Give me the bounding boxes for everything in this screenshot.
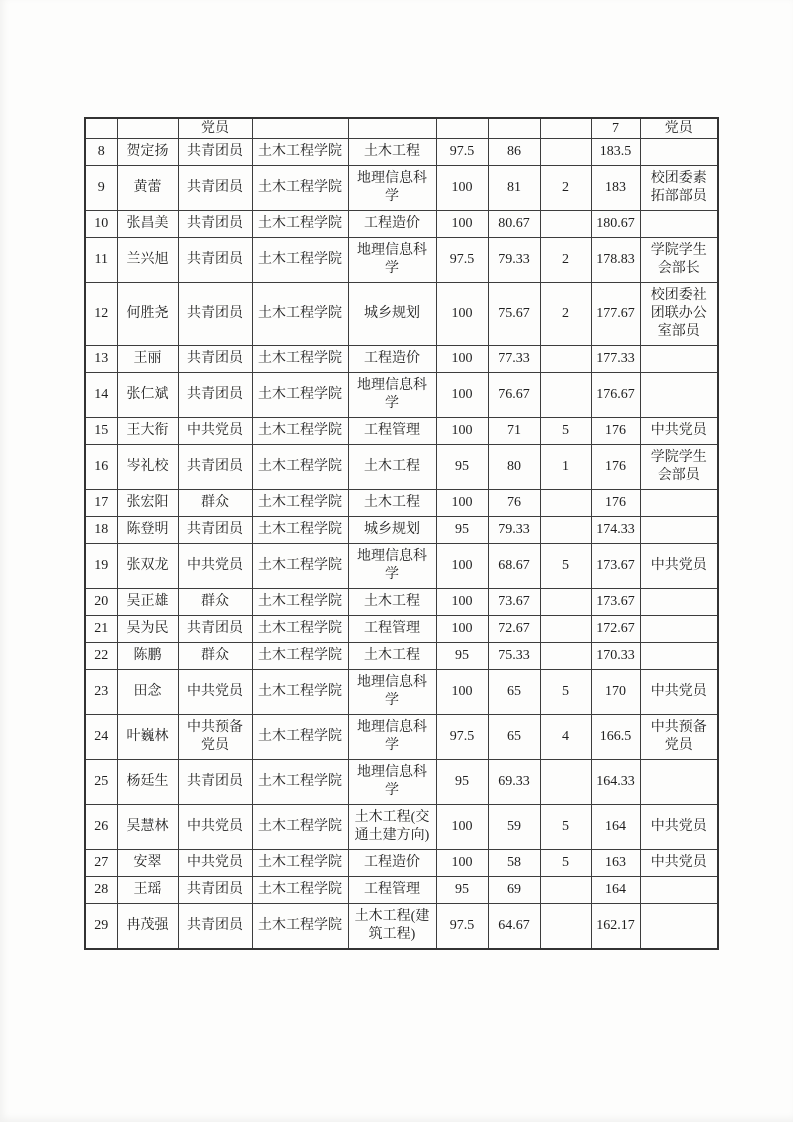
table-row (85, 166, 718, 211)
cell-name: 张宏阳 (117, 490, 178, 517)
cell-score2: 64.67 (488, 904, 540, 950)
cell-total: 170.33 (591, 643, 640, 670)
table-row (85, 283, 718, 346)
cell-score2: 77.33 (488, 346, 540, 373)
cell-remark: 中共党员 (640, 850, 718, 877)
cell-total: 166.5 (591, 715, 640, 760)
cell-score1: 100 (436, 418, 488, 445)
cell-score2 (488, 118, 540, 139)
cell-college: 土木工程学院 (252, 283, 348, 346)
cell-score2: 65 (488, 670, 540, 715)
cell-score1: 97.5 (436, 238, 488, 283)
table-row (85, 670, 718, 715)
cell-major: 土木工程 (348, 445, 436, 490)
cell-total: 173.67 (591, 589, 640, 616)
table-row (85, 418, 718, 445)
cell-score2: 81 (488, 166, 540, 211)
table-row (85, 805, 718, 850)
cell-score2: 58 (488, 850, 540, 877)
cell-major: 城乡规划 (348, 517, 436, 544)
cell-political: 中共党员 (178, 418, 252, 445)
cell-score2: 75.33 (488, 643, 540, 670)
cell-bonus: 5 (540, 544, 591, 589)
cell-bonus (540, 346, 591, 373)
table-row (85, 589, 718, 616)
cell-college: 土木工程学院 (252, 544, 348, 589)
cell-name: 安翠 (117, 850, 178, 877)
cell-score2: 65 (488, 715, 540, 760)
cell-name: 张仁斌 (117, 373, 178, 418)
cell-seq: 13 (85, 346, 117, 373)
cell-political: 共青团员 (178, 139, 252, 166)
cell-seq: 11 (85, 238, 117, 283)
cell-score1: 100 (436, 166, 488, 211)
cell-remark (640, 616, 718, 643)
cell-college: 土木工程学院 (252, 166, 348, 211)
cell-college: 土木工程学院 (252, 643, 348, 670)
cell-political: 共青团员 (178, 346, 252, 373)
cell-political: 共青团员 (178, 238, 252, 283)
cell-seq: 25 (85, 760, 117, 805)
cell-remark: 党员 (640, 118, 718, 139)
cell-major: 工程管理 (348, 877, 436, 904)
cell-college: 土木工程学院 (252, 211, 348, 238)
cell-bonus (540, 877, 591, 904)
cell-seq: 16 (85, 445, 117, 490)
cell-seq: 28 (85, 877, 117, 904)
cell-remark: 中共党员 (640, 544, 718, 589)
cell-score1: 100 (436, 211, 488, 238)
cell-college: 土木工程学院 (252, 805, 348, 850)
cell-college: 土木工程学院 (252, 760, 348, 805)
cell-score1: 95 (436, 445, 488, 490)
cell-name: 张双龙 (117, 544, 178, 589)
cell-political: 中共党员 (178, 805, 252, 850)
cell-major: 地理信息科学 (348, 544, 436, 589)
cell-bonus (540, 643, 591, 670)
cell-college: 土木工程学院 (252, 373, 348, 418)
cell-score2: 68.67 (488, 544, 540, 589)
cell-major: 土木工程(建筑工程) (348, 904, 436, 950)
cell-name: 吴正雄 (117, 589, 178, 616)
cell-score2: 86 (488, 139, 540, 166)
cell-score1: 100 (436, 850, 488, 877)
cell-major (348, 118, 436, 139)
cell-political: 群众 (178, 490, 252, 517)
cell-bonus: 5 (540, 418, 591, 445)
table-row (85, 850, 718, 877)
cell-score2: 72.67 (488, 616, 540, 643)
cell-score2: 76.67 (488, 373, 540, 418)
cell-name: 岑礼校 (117, 445, 178, 490)
cell-major: 地理信息科学 (348, 760, 436, 805)
cell-seq: 22 (85, 643, 117, 670)
cell-political: 中共党员 (178, 544, 252, 589)
cell-score2: 69.33 (488, 760, 540, 805)
cell-college: 土木工程学院 (252, 904, 348, 950)
cell-major: 工程造价 (348, 211, 436, 238)
cell-college: 土木工程学院 (252, 670, 348, 715)
cell-major: 土木工程 (348, 643, 436, 670)
cell-seq: 8 (85, 139, 117, 166)
cell-total: 164 (591, 805, 640, 850)
cell-political: 中共党员 (178, 670, 252, 715)
cell-bonus (540, 211, 591, 238)
cell-name: 王丽 (117, 346, 178, 373)
cell-total: 177.67 (591, 283, 640, 346)
cell-political: 共青团员 (178, 616, 252, 643)
cell-major: 地理信息科学 (348, 715, 436, 760)
table-row (85, 904, 718, 950)
cell-remark: 校团委社团联办公室部员 (640, 283, 718, 346)
cell-score1: 100 (436, 589, 488, 616)
cell-score2: 80 (488, 445, 540, 490)
cell-major: 地理信息科学 (348, 373, 436, 418)
cell-remark (640, 490, 718, 517)
cell-college: 土木工程学院 (252, 715, 348, 760)
cell-college: 土木工程学院 (252, 490, 348, 517)
cell-remark (640, 373, 718, 418)
cell-political: 共青团员 (178, 904, 252, 950)
cell-college: 土木工程学院 (252, 238, 348, 283)
cell-political: 共青团员 (178, 373, 252, 418)
cell-bonus (540, 760, 591, 805)
cell-remark: 学院学生会部长 (640, 238, 718, 283)
cell-total: 180.67 (591, 211, 640, 238)
cell-seq: 27 (85, 850, 117, 877)
cell-major: 土木工程 (348, 589, 436, 616)
cell-name: 贺定扬 (117, 139, 178, 166)
cell-seq: 19 (85, 544, 117, 589)
cell-name: 王瑶 (117, 877, 178, 904)
cell-score1 (436, 118, 488, 139)
cell-name: 叶巍林 (117, 715, 178, 760)
cell-total: 172.67 (591, 616, 640, 643)
cell-political: 共青团员 (178, 445, 252, 490)
cell-score1: 100 (436, 544, 488, 589)
cell-bonus (540, 517, 591, 544)
cell-remark (640, 346, 718, 373)
cell-score2: 75.67 (488, 283, 540, 346)
cell-score1: 95 (436, 517, 488, 544)
cell-bonus: 5 (540, 670, 591, 715)
cell-major: 地理信息科学 (348, 670, 436, 715)
cell-bonus: 2 (540, 238, 591, 283)
cell-name: 何胜尧 (117, 283, 178, 346)
cell-major: 工程造价 (348, 850, 436, 877)
cell-political: 共青团员 (178, 211, 252, 238)
cell-name: 冉茂强 (117, 904, 178, 950)
table-row (85, 616, 718, 643)
cell-political: 共青团员 (178, 877, 252, 904)
cell-major: 土木工程(交通土建方向) (348, 805, 436, 850)
cell-score2: 76 (488, 490, 540, 517)
cell-college: 土木工程学院 (252, 850, 348, 877)
cell-bonus: 4 (540, 715, 591, 760)
cell-seq: 23 (85, 670, 117, 715)
cell-major: 土木工程 (348, 490, 436, 517)
cell-name: 兰兴旭 (117, 238, 178, 283)
table-row (85, 760, 718, 805)
cell-bonus (540, 118, 591, 139)
cell-remark (640, 589, 718, 616)
cell-total: 174.33 (591, 517, 640, 544)
cell-total: 178.83 (591, 238, 640, 283)
cell-name (117, 118, 178, 139)
cell-score1: 100 (436, 283, 488, 346)
table-body (85, 118, 718, 949)
cell-bonus (540, 373, 591, 418)
cell-name: 杨廷生 (117, 760, 178, 805)
cell-seq: 21 (85, 616, 117, 643)
ranking-table (84, 117, 719, 950)
cell-seq: 26 (85, 805, 117, 850)
cell-name: 王大衔 (117, 418, 178, 445)
cell-score1: 97.5 (436, 139, 488, 166)
cell-score2: 71 (488, 418, 540, 445)
cell-college: 土木工程学院 (252, 445, 348, 490)
cell-remark (640, 904, 718, 950)
cell-bonus (540, 616, 591, 643)
cell-total: 176 (591, 490, 640, 517)
cell-total: 176.67 (591, 373, 640, 418)
cell-total: 164.33 (591, 760, 640, 805)
cell-total: 176 (591, 445, 640, 490)
cell-remark (640, 517, 718, 544)
cell-score1: 100 (436, 373, 488, 418)
cell-major: 工程造价 (348, 346, 436, 373)
cell-seq: 18 (85, 517, 117, 544)
cell-name: 吴慧林 (117, 805, 178, 850)
cell-seq: 20 (85, 589, 117, 616)
cell-remark (640, 877, 718, 904)
cell-college: 土木工程学院 (252, 877, 348, 904)
cell-score2: 69 (488, 877, 540, 904)
cell-major: 工程管理 (348, 616, 436, 643)
cell-major: 地理信息科学 (348, 238, 436, 283)
cell-political: 群众 (178, 643, 252, 670)
cell-name: 陈登明 (117, 517, 178, 544)
table-row (85, 715, 718, 760)
cell-remark: 中共预备党员 (640, 715, 718, 760)
table-row (85, 445, 718, 490)
cell-total: 164 (591, 877, 640, 904)
table-row (85, 490, 718, 517)
cell-total: 177.33 (591, 346, 640, 373)
cell-score2: 79.33 (488, 238, 540, 283)
cell-remark (640, 211, 718, 238)
cell-seq: 24 (85, 715, 117, 760)
cell-seq: 15 (85, 418, 117, 445)
cell-college: 土木工程学院 (252, 139, 348, 166)
cell-political: 中共预备党员 (178, 715, 252, 760)
cell-political: 共青团员 (178, 517, 252, 544)
cell-score2: 79.33 (488, 517, 540, 544)
table-row (85, 346, 718, 373)
cell-college: 土木工程学院 (252, 418, 348, 445)
cell-score1: 97.5 (436, 904, 488, 950)
cell-political: 群众 (178, 589, 252, 616)
cell-bonus (540, 490, 591, 517)
cell-total: 170 (591, 670, 640, 715)
cell-seq: 17 (85, 490, 117, 517)
table-row (85, 643, 718, 670)
table-row (85, 373, 718, 418)
cell-bonus: 5 (540, 805, 591, 850)
table-row (85, 517, 718, 544)
cell-score1: 95 (436, 877, 488, 904)
cell-bonus: 1 (540, 445, 591, 490)
cell-bonus: 2 (540, 166, 591, 211)
cell-seq (85, 118, 117, 139)
cell-bonus (540, 904, 591, 950)
cell-college (252, 118, 348, 139)
cell-major: 地理信息科学 (348, 166, 436, 211)
cell-seq: 14 (85, 373, 117, 418)
cell-score1: 95 (436, 760, 488, 805)
cell-score1: 100 (436, 346, 488, 373)
cell-remark: 中共党员 (640, 805, 718, 850)
cell-remark: 校团委素拓部部员 (640, 166, 718, 211)
cell-score2: 80.67 (488, 211, 540, 238)
cell-bonus: 2 (540, 283, 591, 346)
cell-name: 吴为民 (117, 616, 178, 643)
cell-seq: 10 (85, 211, 117, 238)
table-row (85, 238, 718, 283)
cell-score1: 100 (436, 670, 488, 715)
cell-bonus (540, 139, 591, 166)
cell-college: 土木工程学院 (252, 517, 348, 544)
cell-total: 183.5 (591, 139, 640, 166)
carryover-row (85, 118, 718, 139)
cell-major: 土木工程 (348, 139, 436, 166)
cell-name: 陈鹏 (117, 643, 178, 670)
cell-college: 土木工程学院 (252, 346, 348, 373)
cell-remark (640, 643, 718, 670)
cell-major: 工程管理 (348, 418, 436, 445)
cell-total: 173.67 (591, 544, 640, 589)
table-row (85, 544, 718, 589)
cell-college: 土木工程学院 (252, 589, 348, 616)
cell-total: 176 (591, 418, 640, 445)
cell-seq: 29 (85, 904, 117, 950)
cell-political: 共青团员 (178, 166, 252, 211)
cell-remark (640, 139, 718, 166)
cell-total: 162.17 (591, 904, 640, 950)
cell-seq: 9 (85, 166, 117, 211)
cell-remark: 中共党员 (640, 418, 718, 445)
cell-score1: 100 (436, 616, 488, 643)
cell-name: 张昌美 (117, 211, 178, 238)
cell-bonus: 5 (540, 850, 591, 877)
cell-score1: 97.5 (436, 715, 488, 760)
cell-name: 田念 (117, 670, 178, 715)
cell-seq: 12 (85, 283, 117, 346)
cell-remark: 中共党员 (640, 670, 718, 715)
table-row (85, 877, 718, 904)
cell-political: 党员 (178, 118, 252, 139)
cell-political: 共青团员 (178, 283, 252, 346)
cell-college: 土木工程学院 (252, 616, 348, 643)
cell-bonus (540, 589, 591, 616)
cell-total: 7 (591, 118, 640, 139)
cell-score2: 59 (488, 805, 540, 850)
cell-name: 黄蕾 (117, 166, 178, 211)
cell-score1: 100 (436, 805, 488, 850)
table-row (85, 139, 718, 166)
cell-political: 中共党员 (178, 850, 252, 877)
cell-score1: 100 (436, 490, 488, 517)
table-row (85, 211, 718, 238)
cell-score1: 95 (436, 643, 488, 670)
cell-remark: 学院学生会部员 (640, 445, 718, 490)
cell-score2: 73.67 (488, 589, 540, 616)
cell-total: 163 (591, 850, 640, 877)
cell-total: 183 (591, 166, 640, 211)
cell-remark (640, 760, 718, 805)
cell-political: 共青团员 (178, 760, 252, 805)
cell-major: 城乡规划 (348, 283, 436, 346)
